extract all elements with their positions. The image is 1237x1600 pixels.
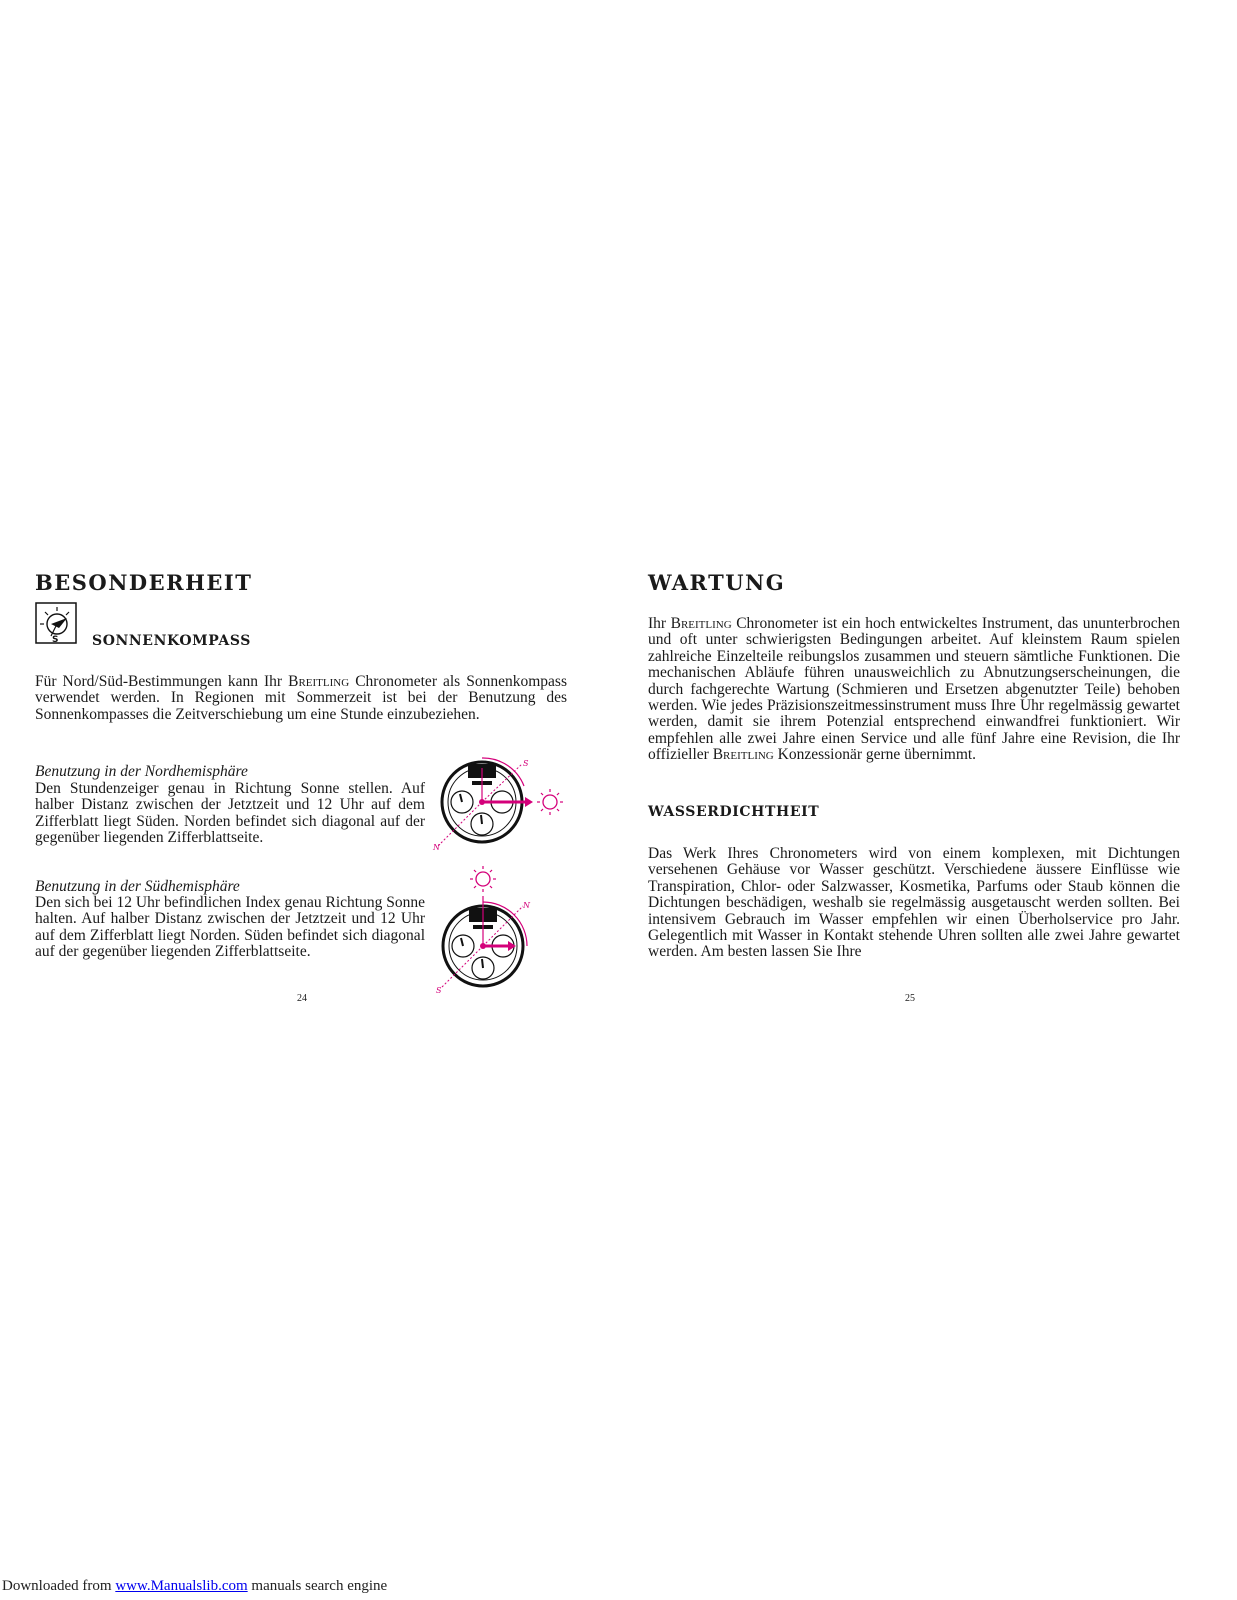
page-number-right: 25 [905, 993, 915, 1004]
intro-paragraph: Für Nord/Süd-Bestimmungen kann Ihr Breitling Chronometer als Sonnenkompass verwendet werden. In Regionen mit Sommerzeit ist bei der Benutzung des Sonnenkompasses die Zeitverschiebung um eine Stunde einzubeziehen. [35, 673, 567, 723]
maintenance-paragraph: Ihr Breitling Chronometer ist ein hoch entwickeltes Instrument, das ununterbrochen und oft unter schwierigsten Bedingungen arbeitet. Auf kleinstem Raum spielen zahlreiche Einzelteile reibungslos zusammen und steuern sämtliche Funktionen. Die mechanischen Abläufe führen unausweichlich zu Abnutzungserscheinungen, die durch fachgerechte Wartung (Schmieren und Ersetzen abgenutzter Teile) behoben werden. Wie jedes Präzisionszeitmessinstrument muss Ihre Uhr regelmässig gewartet werden, damit sie ihrem Potenzial entsprechend einwandfrei funktioniert. Wir empfehlen alle zwei Jahre einen Service und alle fünf Jahre eine Revision, die Ihr offizieller Breitling Konzessionär gerne übernimmt. [648, 615, 1180, 764]
caption-south: Benutzung in der Südhemisphäre [35, 878, 240, 895]
download-footer: Downloaded from www.Manualslib.com manuals search engine [2, 1578, 388, 1594]
caption-north: Benutzung in der Nordhemisphäre [35, 763, 248, 780]
label-south: S [436, 986, 442, 995]
sun-icon [537, 789, 563, 815]
page-title-left: BESONDERHEIT [35, 570, 253, 595]
svg-text:S: S [52, 635, 59, 644]
sun-compass-icon [35, 602, 77, 644]
watch-diagram-south [430, 860, 570, 1000]
page-number-left: 24 [297, 993, 307, 1004]
section-title-sonnenkompass: SONNENKOMPASS [92, 633, 251, 649]
label-north: N [523, 901, 530, 910]
page-title-right: WARTUNG [648, 570, 786, 595]
manualslib-link[interactable]: www.Manualslib.com [115, 1578, 248, 1594]
sun-icon [470, 866, 496, 892]
label-south: S [523, 759, 529, 768]
water-paragraph: Das Werk Ihres Chronometers wird von einem komplexen, mit Dichtungen versehenen Gehäuse vor Wasser geschützt. Verschiedene äussere Einflüsse wie Transpiration, Chlor- oder Salzwasser, Kosmetika, Parfums oder Staub können die Dichtungen beschädigen, weshalb sie regelmässig ausgetauscht werden sollten. Bei intensivem Gebrauch im Wasser empfehlen wir einen Überholservice pro Jahr. Gelegentlich mit Wasser in Kontakt stehende Uhren sollten alle zwei Jahre gewartet werden. Am besten lassen Sie Ihre [648, 845, 1180, 961]
south-paragraph: Den sich bei 12 Uhr befindlichen Index genau Richtung Sonne halten. Auf halber Distanz zwischen der Jetztzeit und 12 Uhr auf dem Zifferblatt liegt Norden. Süden befindet sich diagonal auf der gegenüber liegenden Zifferblattseite. [35, 894, 425, 961]
label-north: N [433, 843, 440, 852]
watch-diagram-north [430, 748, 570, 858]
north-paragraph: Den Stundenzeiger genau in Richtung Sonne stellen. Auf halber Distanz zwischen der Jetztzeit und 12 Uhr auf dem Zifferblatt liegt Süden. Norden befindet sich diagonal auf der gegenüber liegenden Zifferblattseite. [35, 780, 425, 847]
section-title-wasserdichtheit: WASSERDICHTHEIT [648, 804, 820, 820]
